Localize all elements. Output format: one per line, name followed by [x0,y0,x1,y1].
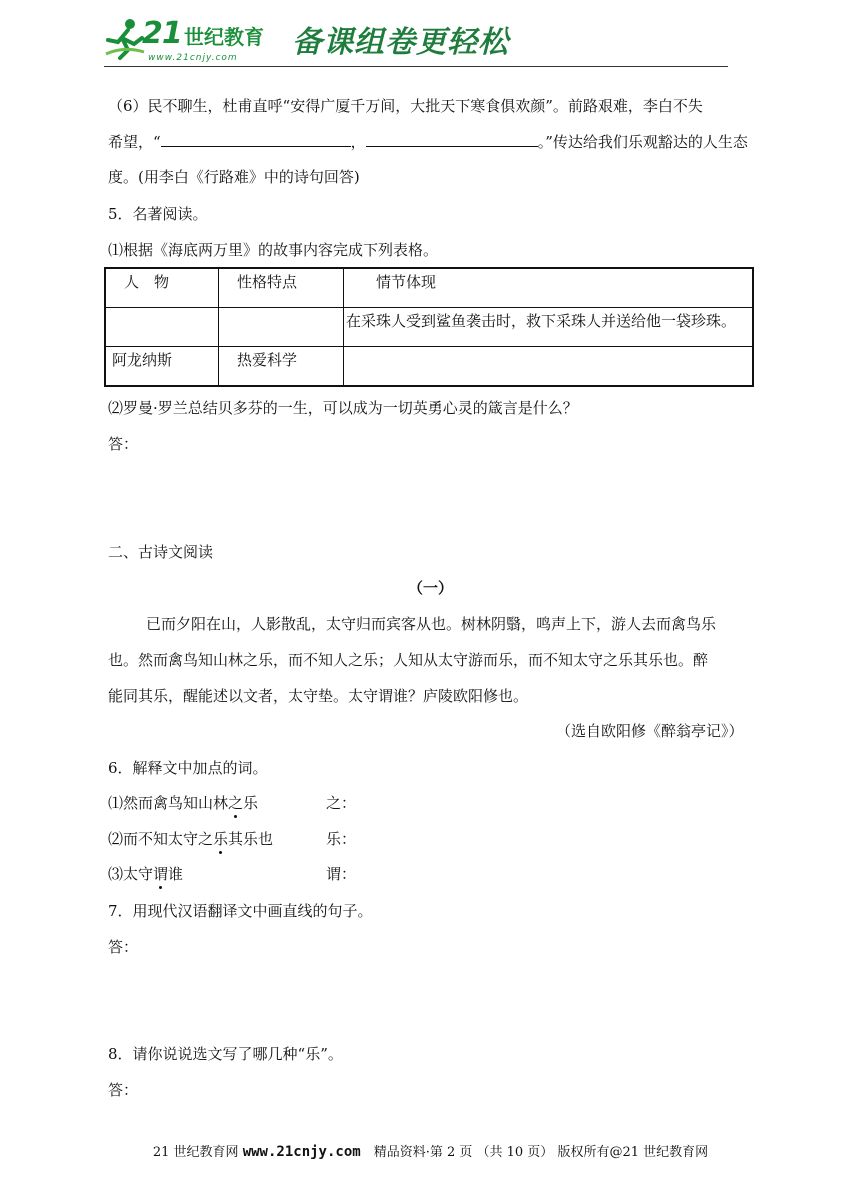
q6-item-text: ⑴然而禽鸟知山林 [108,794,229,812]
q7-answer: 答： [108,938,139,956]
q6-item-text: ⑶太守 [108,865,154,883]
q5-answer: 答： [108,435,139,453]
answer-blank-2[interactable] [366,132,538,147]
dotted-word: 之 [228,794,244,812]
header-rule [104,66,728,67]
table-cell[interactable] [344,347,754,387]
q6-item-3 [108,864,183,884]
header-slogan: 备课组卷更轻松 [292,25,509,60]
logo-brand: 世纪教育 [184,25,264,49]
q4-6-line2 [108,132,748,152]
q4-6-line2-mid: ， [350,133,366,151]
logo-url: www.21cnjy.com [148,53,238,63]
table-row [105,347,753,387]
table-cell: 热爱科学 [219,347,344,387]
q6-label-3: 谓： [326,865,357,883]
q6-item-text: 其乐也 [228,830,274,848]
q4-6-line2-post: 。”传达给我们乐观豁达的人生态 [537,133,748,151]
q8-answer: 答： [108,1081,139,1099]
q4-6-line2-pre: 希望，“ [108,133,161,151]
table-row [105,308,753,347]
dotted-word: 乐 [213,830,229,848]
q4-6-line1: （6）民不聊生，杜甫直呼“安得广厦千万间，大批天下寒食俱欢颜”。前路艰难，李白不失 [108,97,703,115]
q7-title: 7．用现代汉语翻译文中画直线的句子。 [108,902,373,920]
q6-label-2: 乐： [326,830,357,848]
answer-blank-1[interactable] [161,132,351,147]
passage-line2: 也。然而禽鸟知山林之乐，而不知人之乐；人知从太守游而乐，而不知太守之乐其乐也。醉 [108,651,709,669]
table-cell: 在采珠人受到鲨鱼袭击时，救下采珠人并送给他一袋珍珠。 [344,308,754,347]
q6-title: 6．解释文中加点的词。 [108,759,268,777]
passage-line1: 已而夕阳在山，人影散乱，太守归而宾客从也。树林阴翳，鸣声上下，游人去而禽鸟乐 [146,615,717,633]
q6-item-2 [108,829,273,849]
page-footer [0,1141,861,1160]
section2-part: （一） [408,579,454,597]
header-cell-trait: 性格特点 [219,268,344,308]
header-cell-person: 人 物 [105,268,219,308]
header-cell-plot: 情节体现 [344,268,754,308]
footer-site-link[interactable]: www.21cnjy.com [242,1144,361,1160]
q5-sub1: ⑴根据《海底两万里》的故事内容完成下列表格。 [108,241,439,259]
table-cell[interactable] [105,308,219,347]
page-header [104,14,728,70]
q6-label-1: 之： [326,794,357,812]
q8-title: 8．请你说说选文写了哪几种“乐”。 [108,1045,343,1063]
runner-logo-icon [104,16,146,60]
q6-item-text: 乐 [243,794,259,812]
q6-item-text: 谁 [168,865,184,883]
novel-table [104,267,754,387]
footer-left: 21 世纪教育网 [152,1145,243,1160]
footer-right: 精品资料·第 2 页 （共 10 页） 版权所有@21 世纪教育网 [360,1145,709,1160]
table-header-row [105,268,753,308]
q5-sub2: ⑵罗曼·罗兰总结贝多芬的一生，可以成为一切英勇心灵的箴言是什么？ [108,399,578,417]
q5-title: 5．名著阅读。 [108,205,208,223]
logo-number: 21 [142,16,182,51]
section2-title: 二、古诗文阅读 [108,543,214,561]
q6-item-text: ⑵而不知太守之 [108,830,214,848]
q4-6-line3: 度。(用李白《行路难》中的诗句回答) [108,168,360,186]
table-cell[interactable] [219,308,344,347]
table-cell: 阿龙纳斯 [105,347,219,387]
dotted-word: 谓 [153,865,169,883]
passage-source: （选自欧阳修《醉翁亭记》） [556,722,744,740]
passage-line3: 能同其乐，醒能述以文者，太守垫。太守谓谁？庐陵欧阳修也。 [108,687,529,705]
q6-item-1 [108,793,258,813]
